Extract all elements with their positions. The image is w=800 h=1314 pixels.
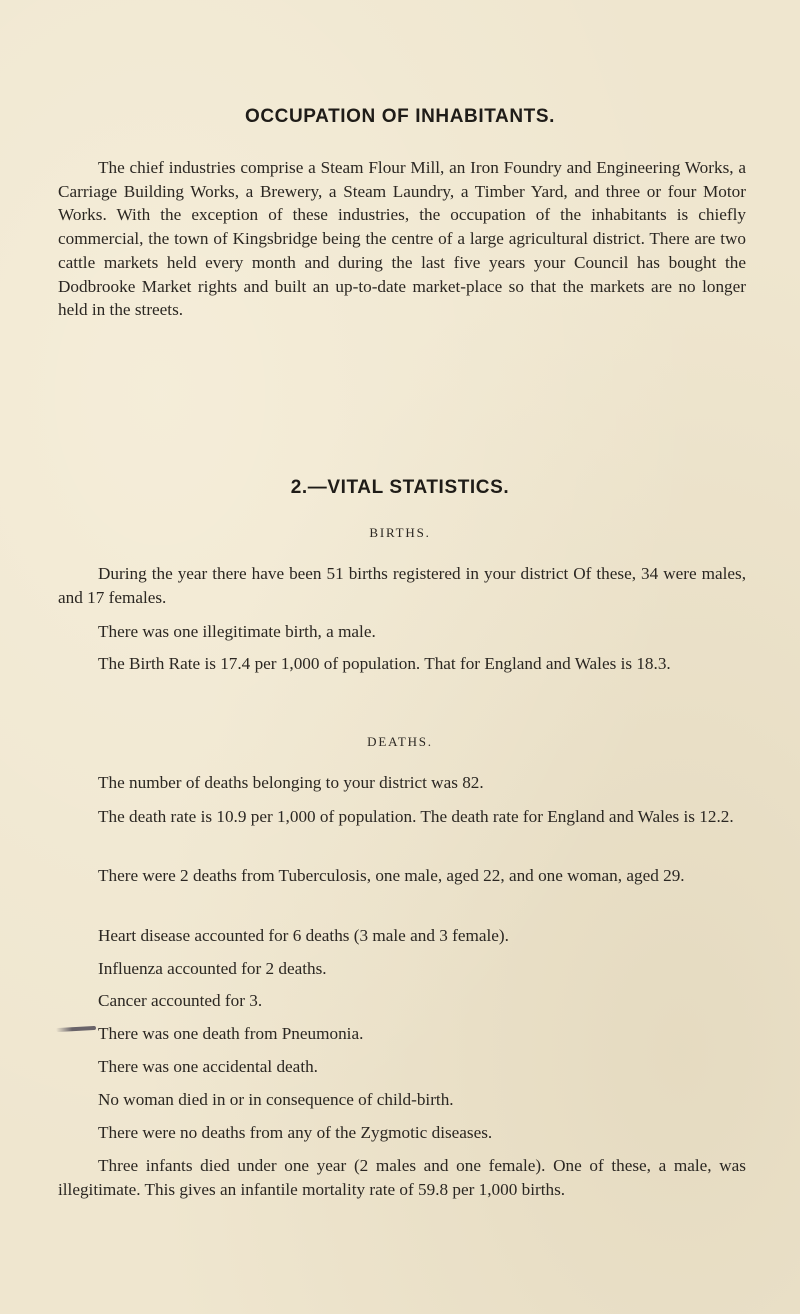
deaths-paragraph-5: Influenza accounted for 2 deaths. bbox=[98, 959, 327, 978]
deaths-paragraph-3: There were 2 deaths from Tuberculosis, one male, aged 22, and one woman, aged 29. bbox=[98, 866, 685, 885]
births-paragraph-1: During the year there have been 51 births registered in your district Of these, 34 were males, and 17 females. bbox=[58, 564, 746, 607]
deaths-paragraph-7: There was one death from Pneumonia. bbox=[98, 1024, 364, 1043]
vital-statistics-heading: 2.—VITAL STATISTICS. bbox=[290, 477, 510, 498]
deaths-paragraph-9: No woman died in or in consequence of child-birth. bbox=[98, 1090, 454, 1109]
deaths-paragraph-2: The death rate is 10.9 per 1,000 of population. The death rate for England and Wales is 12.2. bbox=[98, 807, 734, 826]
occupation-paragraph: The chief industries comprise a Steam Flour Mill, an Iron Foundry and Engineering Works, a Carriage Building Works, a Brewery, a Steam Laundry, a Timber Yard, and three or four Motor Works. With the exception of these industries, the occupation of the inhabitants is chiefly commercial, the town of Kingsbridge being the centre of a large agricultural district. There are two cattle markets held every month and during the last five years your Council has bought the Dodbrooke Market rights and built an up-to-date market-place so that the markets are no longer held in the streets. bbox=[58, 158, 746, 320]
occupation-heading: OCCUPATION OF INHABITANTS. bbox=[244, 106, 556, 127]
births-heading: BIRTHS. bbox=[369, 525, 431, 540]
deaths-paragraph-8: There was one accidental death. bbox=[98, 1057, 318, 1076]
deaths-paragraph-10: There were no deaths from any of the Zygmotic diseases. bbox=[98, 1123, 493, 1142]
deaths-paragraph-6: Cancer accounted for 3. bbox=[98, 991, 263, 1010]
deaths-paragraph-11: Three infants died under one year (2 males and one female). One of these, a male, was illegitimate. This gives an infantile mortality rate of 59.8 per 1,000 births. bbox=[58, 1156, 746, 1199]
deaths-heading: DEATHS. bbox=[367, 734, 433, 749]
deaths-paragraph-4: Heart disease accounted for 6 deaths (3 male and 3 female). bbox=[98, 926, 509, 945]
births-paragraph-3: The Birth Rate is 17.4 per 1,000 of population. That for England and Wales is 18.3. bbox=[98, 654, 671, 673]
deaths-paragraph-1: The number of deaths belonging to your district was 82. bbox=[98, 773, 484, 792]
births-paragraph-2: There was one illegitimate birth, a male. bbox=[98, 622, 376, 641]
